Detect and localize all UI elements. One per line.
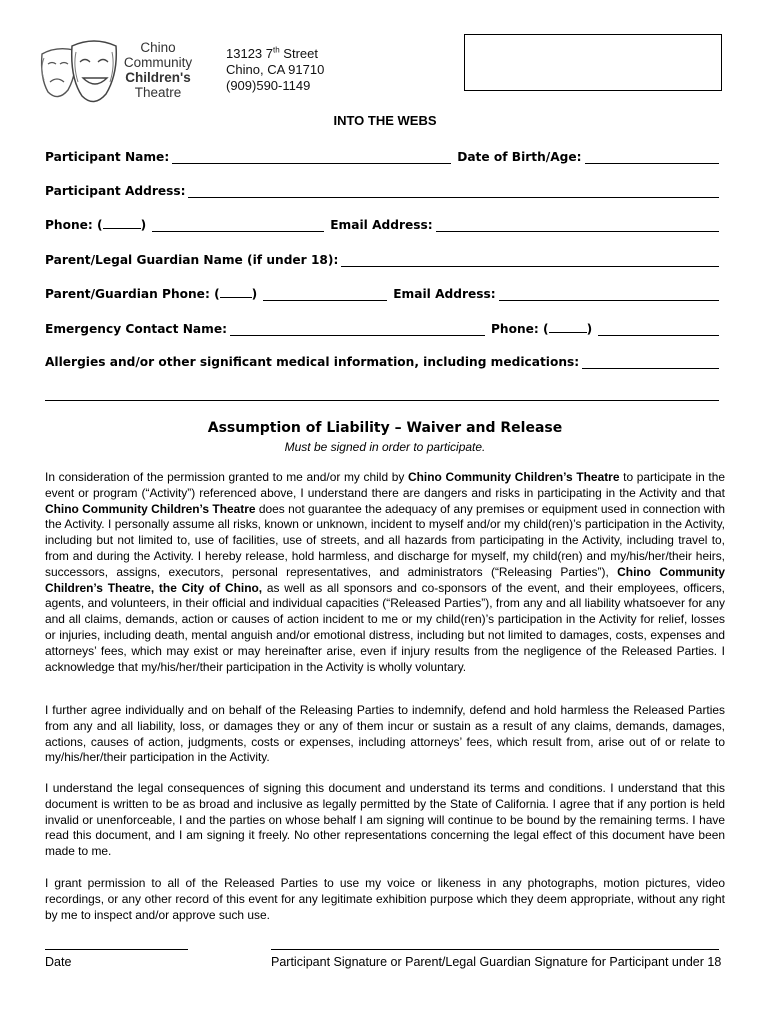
date-label: Date <box>45 955 72 969</box>
participant-signature-line[interactable] <box>271 949 719 950</box>
logo-line-1: Chino <box>140 40 176 55</box>
phone-label: Phone: <box>45 218 93 232</box>
participant-signature-label: Participant Signature or Parent/Legal Guardian Signature for Participant under 18 <box>271 955 722 969</box>
waiver-paragraph-1 <box>45 470 725 675</box>
dob-age-field[interactable] <box>585 151 719 164</box>
emergency-contact-label: Emergency Contact Name: <box>45 322 227 336</box>
guardian-phone-area-code[interactable]: ( ) <box>209 287 258 301</box>
allergies-label: Allergies and/or other significant medical information, including medications: <box>45 355 580 369</box>
address-street <box>226 46 324 62</box>
row-participant-name <box>45 146 719 164</box>
theatre-masks-icon <box>38 38 120 110</box>
waiver-paragraph-2: I further agree individually and on behalf of the Releasing Parties to indemnify, defend and hold harmless the Released Parties from any and all liability, loss, or damages they or any of them incur or sustain as a result of any claims, demands, damages, actions, causes of action, judgments, costs or expenses, including attorneys’ fees, which result from, arise out of or relate to my/his/her/their participation in the Activity. <box>45 703 725 765</box>
p1-text-1: In consideration of the permission granted to me and/or my child by <box>45 470 408 484</box>
p1-text-3: does not guarantee the adequacy of any premises or equipment used in connection with the Activity. I personally assume all risks, known or unknown, incident to myself and/or my child(ren)’s participation in the Activity, including but not limited to, use of facilities, use of streets, and all hazards from participating in the Activity, including travel to, from and during the Activity. I hereby release, hold harmless, and discharge for myself, my child(ren) and my/his/her/their heirs, successors, assigns, executors, personal representatives, and administrators (“Releasing Parties”), <box>45 501 725 579</box>
row-phone-email <box>45 214 719 232</box>
date-signature-line[interactable] <box>45 949 188 950</box>
p1-text-2: to participate in the event or program (“Activity”) referenced above, I understand there are dangers and risks in participating in the Activity and that <box>45 470 726 500</box>
participant-name-field[interactable] <box>172 151 451 164</box>
guardian-phone-label: Parent/Guardian Phone: <box>45 287 210 301</box>
row-guardian-name <box>45 249 719 267</box>
emergency-contact-field[interactable] <box>230 323 485 336</box>
guardian-email-label: Email Address: <box>393 287 496 301</box>
dob-age-label: Date of Birth/Age: <box>457 150 582 164</box>
p1-text-4: as well as all sponsors and co-sponsors of the event, and their employees, officers, agents, and volunteers, in their official and individual capacities (“Released Parties”), from any and all liability whatsoever for any and all claims, demands, action or causes of action incident to me or my child(ren)’s participation in the Activity for relief, losses or injuries, including death, mental anguish and/or emotional distress, including but not limited to damages, costs, expenses and attorneys’ fees, which may exist or may hereinafter arise, even if injury results from the negligence of the Released Parties. I acknowledge that my/his/her/their participation in the Activity is wholly voluntary. <box>45 580 725 674</box>
emergency-phone-label: Phone: <box>490 322 539 336</box>
row-guardian-phone-email <box>45 283 719 301</box>
participant-address-field[interactable] <box>188 185 719 198</box>
guardian-email-field[interactable] <box>499 288 719 301</box>
logo-line-4: Theatre <box>134 85 182 100</box>
guardian-phone-field[interactable] <box>263 288 387 301</box>
emergency-phone-area-code[interactable]: ( ) <box>538 322 593 336</box>
street-suffix: th <box>273 45 280 55</box>
organization-address <box>226 46 324 94</box>
email-label: Email Address: <box>330 218 433 232</box>
waiver-paragraph-4: I grant permission to all of the Released Parties to use my voice or likeness in any photographs, motion pictures, video recordings, or any other record of this event for any legitimate exhibition purpose which they deem appropriate, without any right by me to inspect and/or approve such use. <box>45 876 725 922</box>
email-field[interactable] <box>436 219 719 232</box>
p1-org-name-3: Chino Community Children’s Theatre, the City of Chino, <box>45 564 725 595</box>
logo-line-3: Children's <box>125 70 191 85</box>
address-city: Chino, CA 91710 <box>226 62 325 77</box>
theatre-logo <box>38 38 208 110</box>
waiver-paragraph-3: I understand the legal consequences of signing this document and understand its terms and conditions. I understand that this document is written to be as broad and inclusive as legally permitted by the State of California. I agree that if any portion is held invalid or unenforceable, I and the parties on whose behalf I am signing will continue to be bound by the remaining terms. I have read this document, and I am signing it freely. No other representations concerning the legal effect of this document have been made to me. <box>45 781 725 859</box>
phone-field[interactable] <box>152 219 324 232</box>
allergies-continuation-line[interactable] <box>45 400 719 401</box>
street-name: Street <box>283 46 318 61</box>
row-participant-address <box>45 180 719 198</box>
row-emergency-contact <box>45 318 719 336</box>
participant-address-label: Participant Address: <box>45 184 186 198</box>
program-title: INTO THE WEBS <box>333 113 437 128</box>
phone-area-code[interactable]: ( ) <box>92 218 147 232</box>
logo-line-2: Community <box>123 55 193 70</box>
waiver-subtitle: Must be signed in order to participate. <box>284 440 486 454</box>
p1-org-name-2: Chino Community Children’s Theatre <box>45 501 256 516</box>
logo-text <box>120 40 196 100</box>
office-use-box <box>464 34 722 91</box>
allergies-field[interactable] <box>582 356 719 369</box>
address-phone: (909)590-1149 <box>226 78 311 93</box>
guardian-name-label: Parent/Legal Guardian Name (if under 18): <box>45 253 339 267</box>
participant-name-label: Participant Name: <box>45 150 170 164</box>
emergency-phone-field[interactable] <box>598 323 719 336</box>
guardian-name-field[interactable] <box>341 254 719 267</box>
street-number: 13123 7 <box>226 46 273 61</box>
waiver-title: Assumption of Liability – Waiver and Release <box>207 420 563 436</box>
row-allergies <box>45 351 719 369</box>
p1-org-name-1: Chino Community Children’s Theatre <box>408 470 620 484</box>
